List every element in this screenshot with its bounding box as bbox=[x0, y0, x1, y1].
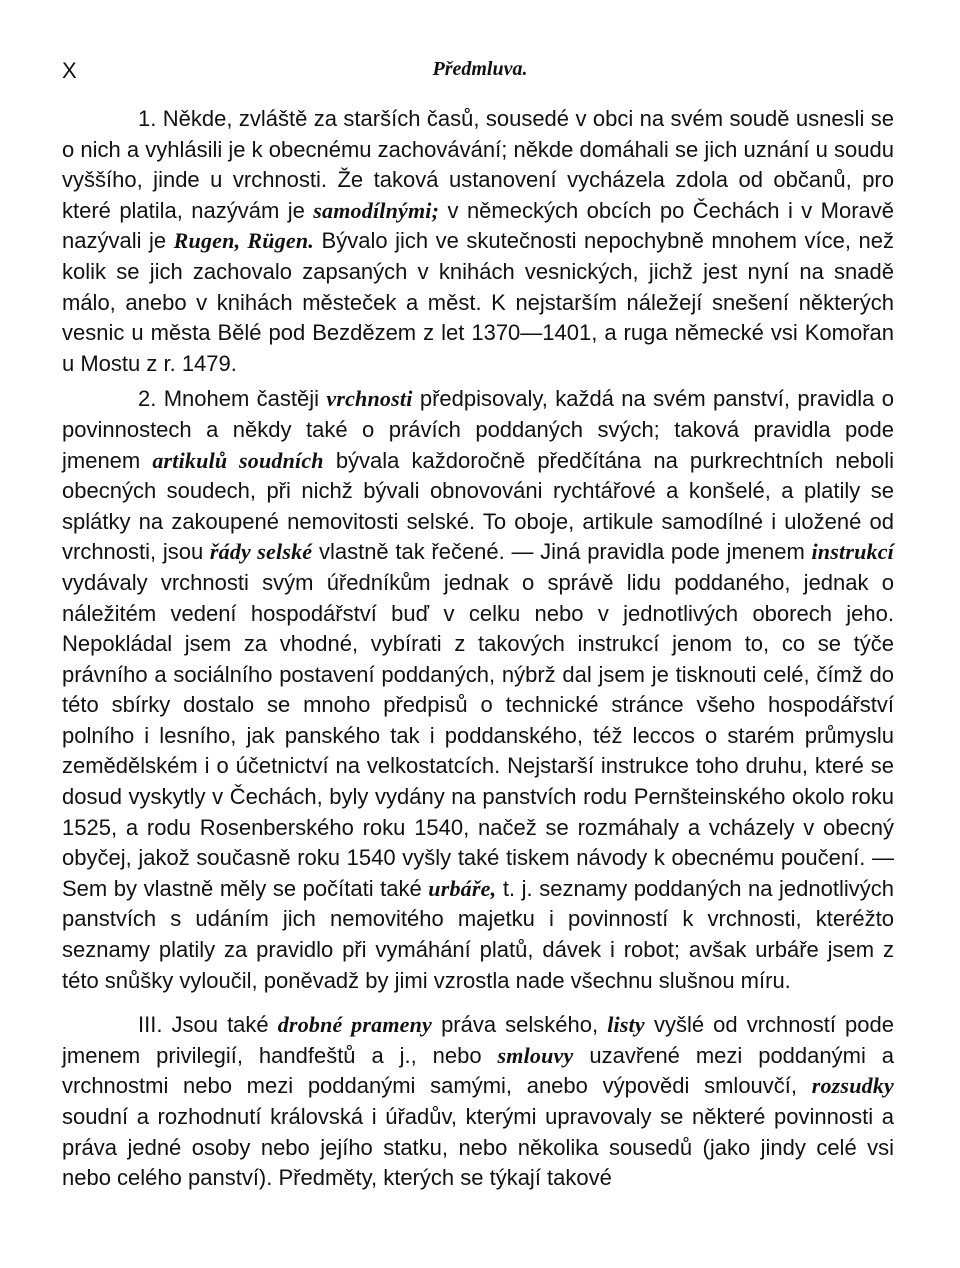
italic-term: urbáře, bbox=[428, 875, 497, 901]
text-run: III. Jsou také bbox=[138, 1012, 278, 1038]
paragraph-1 bbox=[62, 104, 894, 379]
page-number: X bbox=[62, 58, 78, 83]
text-run: t. j. seznamy poddaných na jednotlivých panstvích s udáním jich nemovitého majetku i povinností k vrchnosti, kteréžto seznamy platily za pravidlo při vymáhání platů, dávek i robot; avšak urbáře jsem z této snůšky vyloučil, poněvadž by jimi vzrostla nade všechnu slušnou míru. bbox=[62, 875, 894, 993]
text-run: v německých obcích po Čechách i v Moravě nazývali je bbox=[62, 197, 895, 254]
italic-term: drobné prameny bbox=[277, 1012, 432, 1038]
italic-term: řády selské bbox=[209, 539, 313, 565]
text-run: vydávaly vrchnosti svým úředníkům jednak o správě lidu poddaného, jednak o náležitém vedení hospodářství buď v celku nebo v jednotlivých oborech jeho. Nepokládal jsem za vhodné, vybírati z takových instrukcí jenom to, co se týče právního a sociálního postavení poddaných, nýbrž dal jsem je tisknouti celé, čímž do této sbírky dostalo se mnoho předpisů o technické stránce všeho hospodářství polního i lesního, jak panského tak i poddanského, též leccos o starém průmyslu zemědělském i o účetnictví na velkostatcích. Nejstarší instrukce toho druhu, které se dosud vyskytly v Čechách, byly vydány na panstvích rodu Pernšteinského okolo roku 1525, a rodu Rosenberského roku 1540, načež se rozmáhaly a vcházely v obecný obyčej, jakož současně roku 1540 vyšly také tiskem návody k obecnému poučení. — Sem by vlastně měly se počítati také bbox=[62, 569, 894, 901]
italic-term: smlouvy bbox=[497, 1042, 574, 1068]
text-run: Bývalo jich ve skutečnosti nepochybně mnohem více, než kolik se jich zachovalo zapsaných v knihách vesnických, jichž jest nyní na snadě málo, anebo v knihách městeček a měst. K nejstarším náležejí snešení některých vesnic u města Bělé pod Bezdězem z let 1370—1401, a ruga německé vsi Komořan u Mostu z r. 1479. bbox=[62, 228, 894, 376]
italic-term: rozsudky bbox=[811, 1073, 894, 1099]
text-run: 2. Mnohem častěji bbox=[138, 386, 327, 412]
text-run: uzavřené mezi poddanými a vrchnostmi nebo mezi poddanými samými, anebo výpovědi smlouvčí, bbox=[62, 1042, 894, 1099]
text-run: předpisovaly, každá na svém panství, pravidla o povinnostech a někdy také o právích poddaných svých; taková pravidla pode jmenem bbox=[62, 386, 895, 473]
page-header bbox=[62, 58, 898, 88]
text-run: 1. Někde, zvláště za starších časů, sousedé v obci na svém soudě usnesli se o nich a vyhlásili je k obecnému zachovávání; někde domáhali se jich uznání u soudu vyššího, jinde u vrchnosti. Že taková ustanovení vycházela zdola od občanů, pro které platila, nazývám je bbox=[62, 106, 894, 223]
italic-term: vrchnosti bbox=[326, 386, 413, 412]
text-run: soudní a rozhodnutí královská i úřadův, kterými upravovaly se některé povinnosti a práva jedné osoby nebo jejího statku, nebo několika sousedů (jako jindy celé vsi nebo celého panství). Předměty, kterých se týkají takové bbox=[62, 1104, 894, 1191]
italic-term: instrukcí bbox=[811, 539, 894, 565]
paragraph-2 bbox=[62, 384, 894, 996]
running-title: Předmluva. bbox=[432, 58, 528, 80]
italic-term: artikulů soudních bbox=[152, 447, 324, 473]
paragraph-section-3 bbox=[62, 1010, 894, 1194]
text-run: bývala každoročně předčítána na purkrechtních neboli obecných soudech, při nichž bývali obnovováni rychtářové a konšelé, a platily se splátky na zakoupené nemovitosti selské. To oboje, artikule samodílné i uložené od vrchnosti, jsou bbox=[62, 447, 895, 565]
italic-term: samodílnými; bbox=[313, 197, 440, 223]
body-text bbox=[62, 104, 894, 1199]
italic-term: listy bbox=[607, 1012, 645, 1038]
text-run: práva selského, bbox=[432, 1012, 608, 1038]
text-run: vlastně tak řečené. — Jiná pravidla pode jmenem bbox=[312, 539, 812, 565]
text-run: vyšlé od vrchností pode jmenem privilegií, handfeštů a j., nebo bbox=[62, 1012, 894, 1068]
italic-term: Rugen, Rügen. bbox=[173, 228, 315, 254]
